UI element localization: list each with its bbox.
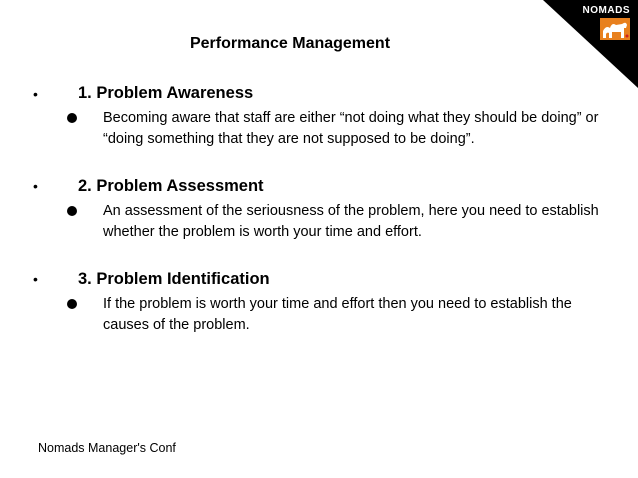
- item-bullet-dot: [67, 206, 77, 216]
- item-text-identification: If the problem is worth your time and effort then you need to establish the causes of the problem.: [103, 296, 572, 333]
- section-bullet: •: [33, 86, 38, 102]
- nomads-logo-text: NOMADS: [582, 5, 630, 16]
- section-bullet: •: [33, 271, 38, 287]
- item-text-awareness: Becoming aware that staff are either “not doing what they should be doing” or “doing something that they are not supposed to be doing”.: [103, 110, 599, 147]
- footer-text: Nomads Manager's Conf: [38, 441, 176, 455]
- item-bullet-dot: [67, 113, 77, 123]
- section-heading-assessment: 2. Problem Assessment: [78, 177, 264, 195]
- section-heading-identification: 3. Problem Identification: [78, 270, 270, 288]
- slide-title: Performance Management: [189, 35, 391, 52]
- nomads-logo-icon: [598, 16, 632, 42]
- section-heading-awareness: 1. Problem Awareness: [78, 84, 254, 102]
- item-bullet-dot: [67, 299, 77, 309]
- section-bullet: •: [33, 178, 38, 194]
- item-text-assessment: An assessment of the seriousness of the problem, here you need to establish whether the problem is worth your time and effort.: [103, 203, 599, 240]
